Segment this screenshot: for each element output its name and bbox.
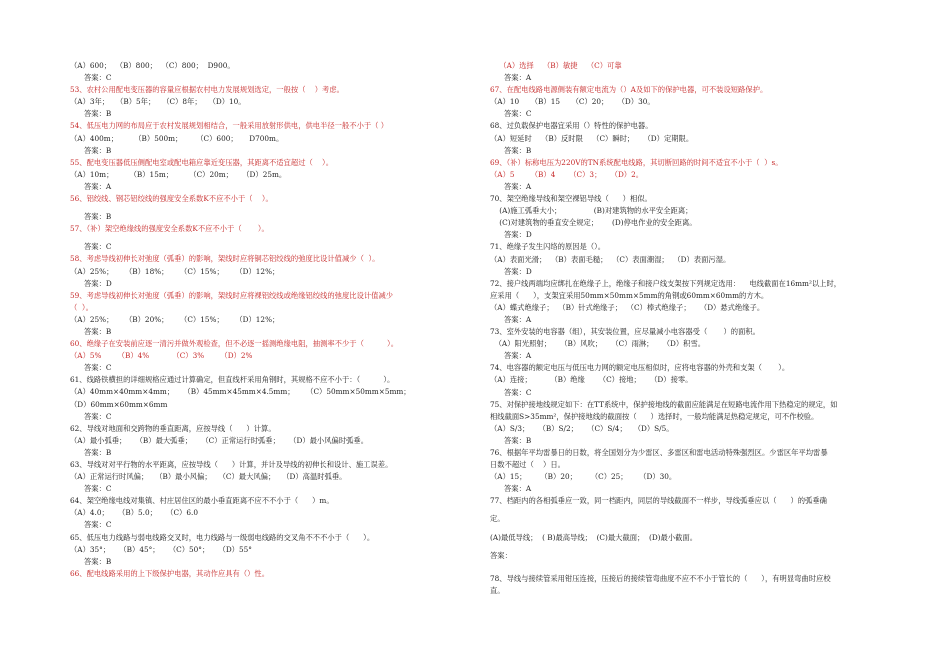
- answer-line: 答案：C: [84, 411, 112, 421]
- text-line: 应采用（ ），支架宜采用50mm×50mm×5mm的角钢或60mm×60mm的方木。: [490, 290, 769, 300]
- question-text: 73、室外安装的电容器（组），其安装位置，应尽量减小电容器受（ ）的面积。: [490, 327, 760, 337]
- options-line: （A）15； （B）20； （C）25； （D）30。: [490, 472, 677, 482]
- answer-line: 答案：D: [504, 230, 532, 240]
- question-text: 75、对保护接地线规定如下：在TT系统中，保护接地线的截面应能满足在短路电流作用下热稳定的规定，如: [490, 399, 838, 409]
- options-line: （A）正常运行时风偏； （B）最小风偏； （C）最大风偏； （D）高温时弧垂。: [70, 472, 347, 482]
- answer-line: 答案：C: [84, 520, 112, 530]
- options-line: （A）25%； （B）20%； （C）15%； （D）12%；: [70, 314, 280, 324]
- options-line: (A)最低导线； ( B)最高导线； (C)最大截面； (D)最小截面。: [490, 532, 698, 542]
- options-line: （A）600； （B）800； （C）800； D900。: [70, 61, 235, 70]
- answer-line: 答案：C: [84, 484, 112, 494]
- question-text: 78、导线与接续管采用钳压连接，压接后的接续管弯曲度不应不不小于管长的（ ），有明显弯曲时应校: [490, 573, 831, 583]
- question-text: 71、绝缘子发生闪络的原因是（）。: [490, 242, 606, 252]
- question-text: 69、（补）标称电压为220V的TN系统配电线路，其切断回路的时间不适宜不小于（ ）s。: [490, 157, 783, 167]
- text-line: （ ）。: [70, 302, 93, 312]
- options-line: （A）5% （B）4% （C）3% （D）2%: [70, 351, 253, 361]
- text-line: (C)对建筑物的垂直安全规定； (D)停电作业的安全距离。: [490, 218, 697, 228]
- question-text: 68、过负载保护电器宜采用（）特性的保护电器。: [490, 121, 653, 131]
- question-text: 70、架空绝缘导线和架空裸铝导线（ ）相似。: [490, 194, 652, 204]
- left-column: [70, 60, 470, 580]
- question-text: 76、根据年平均雷暴日的日数，将全国划分为少雷区、多雷区和雷电活动特殊强烈区。少雷区年平均雷暴: [490, 448, 828, 457]
- question-text: 74、电容器的额定电压与低压电力网的额定电压相似时，应将电容器的外壳和支架（ ）。: [490, 363, 790, 373]
- answer-line: 答案：A: [504, 351, 532, 361]
- options-line: （A）25%； （B）18%； （C）15%； （D）12%；: [70, 266, 280, 276]
- options-line: （A）表面光滑； （B）表面毛糙； （C）表面潮湿； （D）表面污湿。: [490, 254, 731, 264]
- options-line: （A）10 （B）15 （C）20； （D）30。: [490, 97, 655, 107]
- question-text: 60、绝缘子在安装前应逐一清污并做外观检查，但不必逐一摇测绝缘电阻，抽测率不少于（ ）。: [70, 339, 398, 349]
- text-line: 直。: [490, 585, 505, 595]
- question-text: 62、导线对地面和交跨物的垂直距离，应按导线（ ）计算。: [70, 423, 276, 433]
- answer-line: 答案：C: [504, 387, 532, 397]
- question-text: 55、配电变压器低压侧配电室或配电箱应靠近变压器，其距离不适宜超过（ ）。: [70, 157, 334, 167]
- options-line: （A）400m； （B）500m； （C）600； D700m。: [70, 133, 284, 143]
- options-line: （A）短延时 （B）反时限 （C）瞬时； （D）定期限。: [490, 133, 694, 143]
- answer-line: 答案：C: [84, 363, 112, 373]
- answer-line: 答案：A: [504, 73, 532, 83]
- answer-line: 答案：B: [84, 326, 112, 336]
- options-line: （A）S/3； （B）S/2； （C）S/4； （D）S/5。: [490, 423, 674, 433]
- options-line: （A）3年； （B）5年； （C）8年； （D）10。: [70, 97, 246, 107]
- options-line: (A)施工弧垂大小； (B)对建筑物的水平安全距离；: [490, 206, 693, 216]
- answer-line: 答案：B: [84, 145, 112, 155]
- line-gap: [490, 562, 890, 573]
- answer-line: 答案：A: [504, 181, 532, 191]
- question-text: 61、线路铁横担的详细规格应通过计算确定，但直线杆采用角钢时，其规格不应不小于：（ ）。: [70, 375, 395, 385]
- question-text: 56、铝绞线、钢芯铝绞线的强度安全系数K不应不小于（ ）。: [70, 194, 273, 204]
- question-text: 58、考虑导线初伸长对弛度（弧垂）的影响，架线时应将铜芯铝绞线的弛度比设计值减少（ ）。: [70, 254, 380, 264]
- options-line: （A）5 （B）4 （C）3； （D）2。: [490, 169, 644, 179]
- options-line: （A）最小弧垂； （B）最大弧垂； （C）正常运行时弧垂； （D）最小风偏时弧垂。: [70, 435, 368, 445]
- text-line: （D）60mm×60mm×6mm: [70, 399, 168, 409]
- options-line: （A）连接； （B）绝缘 （C）接地； （D）接零。: [490, 375, 693, 385]
- answer-line: 答案：A: [84, 181, 112, 191]
- question-text: 64、架空绝缘电线对集镇、村庄居住区的最小垂直距离不应不不小于（ ）m。: [70, 496, 334, 506]
- answer-line: 答案：A: [504, 484, 532, 494]
- options-line: （A）阳光照射； （B）风吹； （C）雨淋； （D）积雪。: [490, 339, 706, 349]
- question-text: 65、低压电力线路与弱电线路交叉时，电力线路与一级弱电线路的交叉角不不不小于（ ）。: [70, 532, 375, 542]
- options-line: （A）10m； （B）15m； （C）20m； （D）25m。: [70, 169, 287, 179]
- options-line: （A）选择 （B）敏捷 （C）可靠: [490, 61, 622, 70]
- options-line: （A）蝶式绝缘子； （B）针式绝缘子； （C）棒式绝缘子； （D）悬式绝缘子。: [490, 302, 765, 312]
- answer-line: 答案：B: [84, 556, 112, 566]
- text-line: 定。: [490, 514, 505, 524]
- question-text: 67、在配电线路电源侧装有额定电流为（）A及如下的保护电器，可不装设短路保护。: [490, 85, 768, 95]
- answer-line: 答案：A: [504, 314, 532, 324]
- options-line: （A）40mm×40mm×4mm； （B）45mm×45mm×4.5mm； （C）50mm×50mm×5mm；: [70, 387, 411, 397]
- question-text: 59、考虑导线初伸长对弛度（弧垂）的影响，架线时应将裸铝绞线或绝缘铝绞线的弛度比设计值减少: [70, 290, 394, 300]
- answer-line: 答案：B: [84, 447, 112, 457]
- question-text: 53、农村公用配电变压器的容量应根据农村电力发展规划选定，一般按（ ）考虑。: [70, 85, 344, 95]
- answer-line: 答案：C: [504, 109, 532, 119]
- question-text: 72、接户线两端均应绑扎在绝缘子上，绝缘子和接户线支架按下列规定选用： 电线截面在16mm²以上时，: [490, 278, 842, 288]
- answer-line: 答案：: [490, 550, 512, 560]
- answer-line: 答案：B: [504, 435, 532, 445]
- options-line: （A）4.0； （B）5.0； （C）6.0: [70, 508, 198, 518]
- text-line: 日数不超过（ ）日。: [490, 460, 565, 470]
- right-column: [490, 60, 890, 597]
- answer-line: 答案：B: [84, 109, 112, 119]
- question-text: 63、导线对对平行物的水平距离，应按导线（ ）计算，并计及导线的初伸长和设计、施工误差。: [70, 460, 393, 469]
- question-text: 77、档距内的各相弧垂应一致，同一档距内，同层的导线截面不一样步，导线弧垂应以（ ）的弧垂确: [490, 496, 827, 506]
- answer-line: 答案：D: [504, 266, 532, 276]
- answer-line: 答案：B: [84, 212, 112, 222]
- question-text: 54、低压电力网的布局应于农村发展规划相结合，一般采用放射形供电，供电半径一般不小于（ ）: [70, 121, 389, 131]
- options-line: （A）35°； （B）45°； （C）50°； （D）55°: [70, 544, 252, 554]
- question-text: 66、配电线路采用的上下级保护电器，其动作应具有（）性。: [70, 568, 270, 578]
- answer-line: 答案：D: [84, 278, 112, 288]
- answer-line: 答案：B: [504, 145, 532, 155]
- text-line: 相线截面S>35mm²，保护接地线的截面按（ ）选择时，一般均能满足热稳定规定，可不作校验。: [490, 411, 819, 421]
- question-text: 57、（补）架空绝缘线的强度安全系数K不应不小于（ ）。: [70, 224, 269, 234]
- answer-line: 答案：C: [84, 73, 112, 83]
- answer-line: 答案：C: [84, 242, 112, 252]
